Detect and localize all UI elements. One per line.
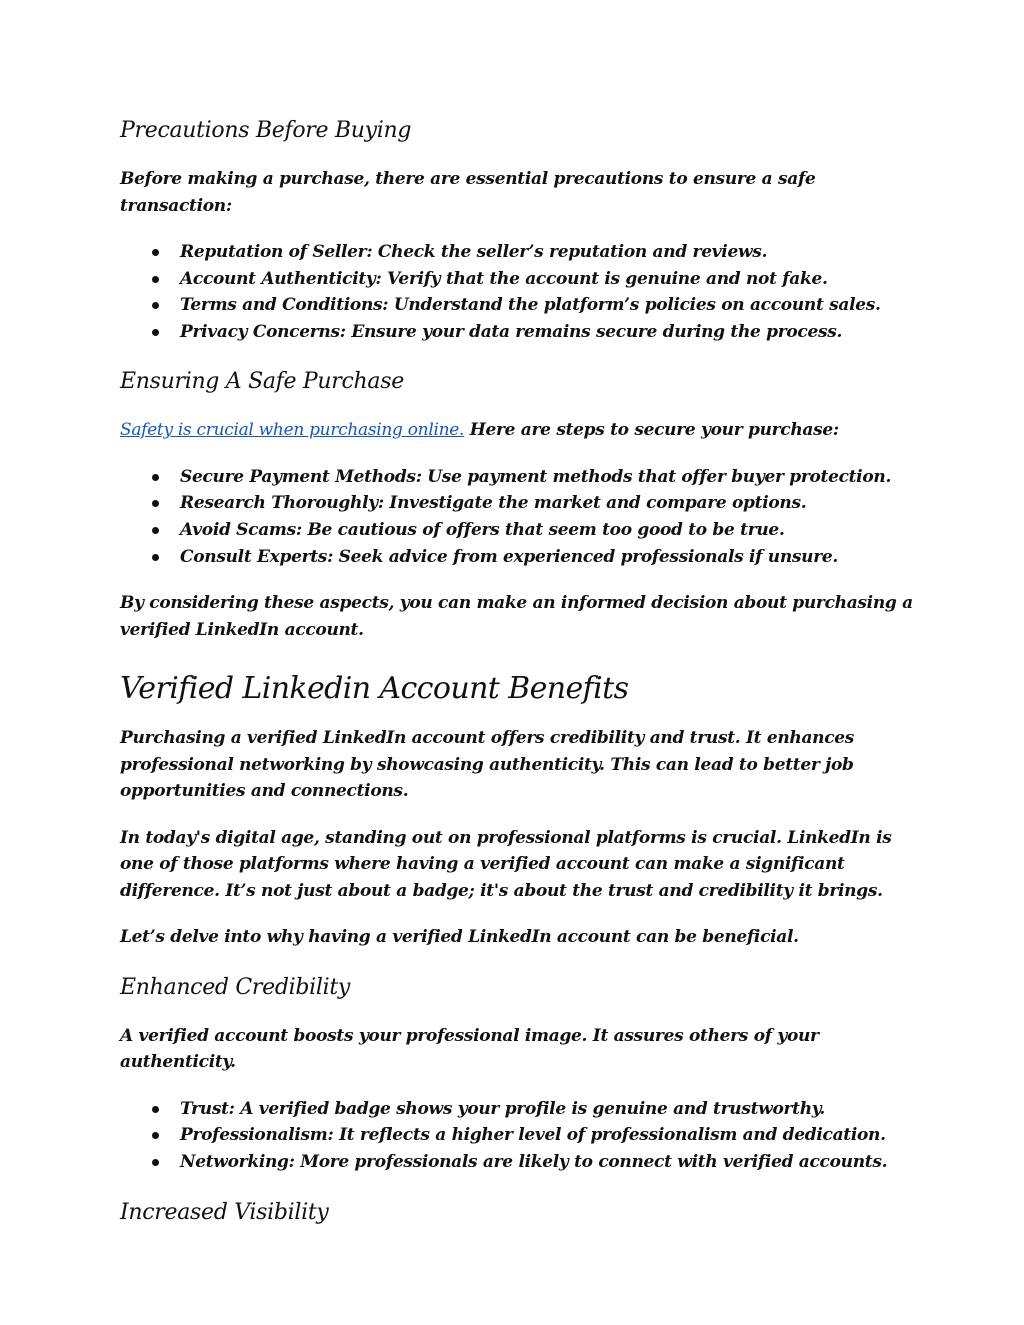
heading-increased-visibility: Increased Visibility [120,1199,329,1225]
heading-safe-purchase: Ensuring A Safe Purchase [120,369,404,395]
bullet-icon [152,249,159,256]
precautions-intro: Before making a purchase, there are essential precautions to ensure a safe transaction: [120,169,816,216]
heading-precautions: Precautions Before Buying [120,118,412,143]
list-item: Reputation of Seller: Check the seller’s reputation and reviews. [120,239,920,266]
bullet-icon [152,302,159,309]
list-item: Account Authenticity: Verify that the account is genuine and not fake. [120,266,920,293]
safe-purchase-intro: Safety is crucial when purchasing online. Here are steps to secure your purchase: [120,420,839,441]
list-item: Trust: A verified badge shows your profile is genuine and trustworthy. [120,1096,920,1123]
heading-enhanced-credibility: Enhanced Credibility [120,974,351,1000]
safe-purchase-list [120,464,920,570]
list-item: Avoid Scams: Be cautious of offers that seem too good to be true. [120,517,920,544]
list-item: Consult Experts: Seek advice from experienced professionals if unsure. [120,544,920,571]
list-item: Networking: More professionals are likely to connect with verified accounts. [120,1149,920,1176]
bullet-icon [152,500,159,507]
heading-benefits: Verified Linkedin Account Benefits [120,671,629,707]
list-item: Professionalism: It reflects a higher level of professionalism and dedication. [120,1122,920,1149]
precautions-list [120,239,920,345]
bullet-icon [152,1132,159,1139]
list-item: Research Thoroughly: Investigate the market and compare options. [120,490,920,517]
list-item: Terms and Conditions: Understand the platform’s policies on account sales. [120,292,920,319]
list-item: Privacy Concerns: Ensure your data remains secure during the process. [120,319,920,346]
bullet-icon [152,276,159,283]
list-item: Secure Payment Methods: Use payment methods that offer buyer protection. [120,464,920,491]
benefits-para-2: In today's digital age, standing out on professional platforms is crucial. LinkedIn is one of those platforms where having a verified account can make a significant difference. It’s not just about a badge; it's about the trust and credibility it brings. [120,827,892,901]
document-page [120,116,920,1228]
bullet-icon [152,554,159,561]
safe-purchase-closing: By considering these aspects, you can make an informed decision about purchasing a verified LinkedIn account. [120,593,913,640]
safety-link[interactable]: Safety is crucial when purchasing online. [120,420,465,441]
bullet-icon [152,474,159,481]
credibility-intro: A verified account boosts your professional image. It assures others of your authenticity. [120,1025,819,1073]
credibility-list [120,1096,920,1176]
bullet-icon [152,329,159,336]
bullet-icon [152,1159,159,1166]
benefits-para-1: Purchasing a verified LinkedIn account offers credibility and trust. It enhances professional networking by showcasing authenticity. This can lead to better job opportunities and connections. [120,728,855,802]
bullet-icon [152,527,159,534]
bullet-icon [152,1106,159,1113]
benefits-para-3: Let’s delve into why having a verified LinkedIn account can be beneficial. [120,927,799,948]
